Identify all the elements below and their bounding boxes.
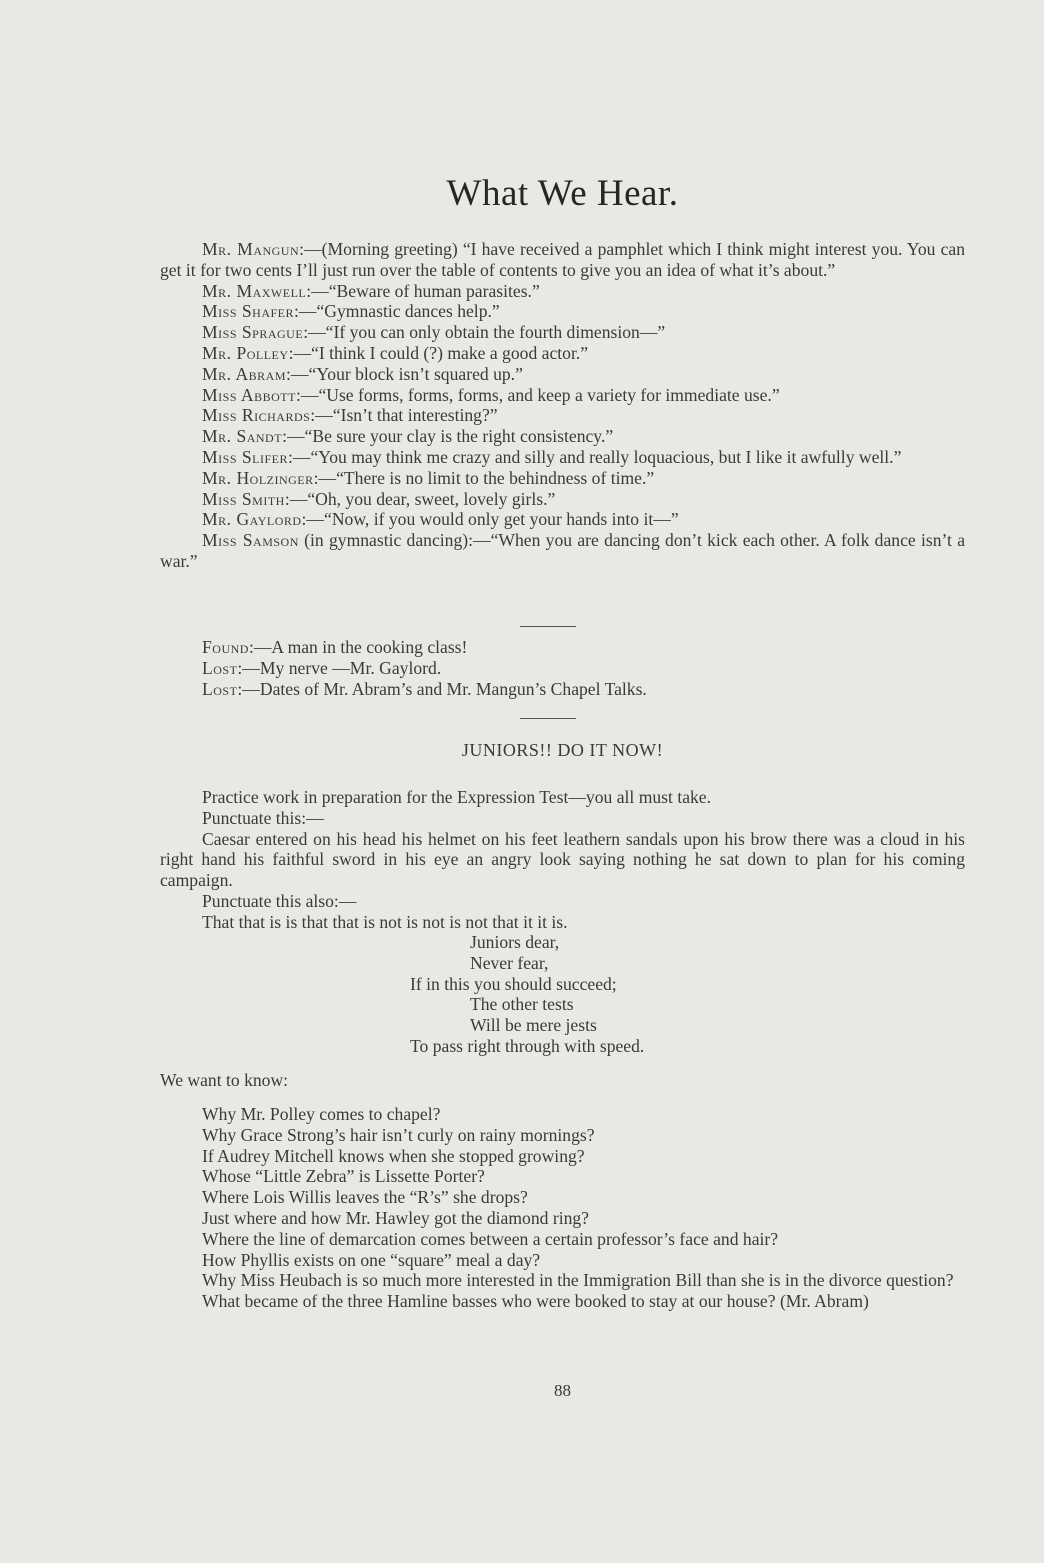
want-to-know-item: If Audrey Mitchell knows when she stopped growing? [202,1145,585,1166]
found-lost-label: Lost [202,678,238,699]
quote-text: :—“Isn’t that interesting?” [310,405,498,426]
quote-speaker: Miss Samson [202,530,299,551]
quote-speaker: Mr. Sandt [202,426,283,447]
quote-paragraph [160,447,965,468]
found-lost-item [160,658,965,679]
quote-paragraph [160,489,965,510]
quote-paragraph [160,301,965,322]
want-to-know-heading-block [160,1070,965,1091]
want-to-know-heading: We want to know: [160,1070,289,1090]
found-lost-item [160,637,965,658]
quote-text: :—(Morning greeting) “I have received a pamphlet which I think might interest you. You can get it for two cents I’ll just run over the table of contents to give you an idea of what it’s about.” [160,239,966,280]
juniors-paragraph: That that is is that that is not is not is not that it it is. [202,911,568,932]
section-divider [520,626,576,627]
quote-paragraph [160,322,965,343]
quote-paragraph [160,364,965,385]
quote-speaker: Miss Shafer [202,301,295,322]
poem-line: To pass right through with speed. [410,1035,645,1056]
want-to-know-section [160,1104,965,1312]
page-title: What We Hear. [446,173,679,214]
quote-text: :—“Be sure your clay is the right consistency.” [282,426,614,447]
poem-line: Will be mere jests [470,1015,597,1036]
quote-speaker: Miss Smith [202,488,285,509]
quote-paragraph [160,385,965,406]
want-to-know-item: What became of the three Hamline basses who were booked to stay at our house? (Mr. Abram) [202,1291,869,1312]
quote-text: :—“You may think me crazy and silly and really loquacious, but I like it awfully well.” [288,446,902,467]
section-divider [520,718,576,719]
quote-paragraph [160,426,965,447]
found-lost-section [160,637,965,699]
quote-paragraph [160,468,965,489]
juniors-section [160,787,965,933]
quote-text: :—“Now, if you would only get your hands into it—” [301,509,679,530]
want-to-know-item: Whose “Little Zebra” is Lissette Porter? [202,1166,485,1187]
found-lost-text: :—A man in the cooking class! [248,637,468,657]
quote-text: :—“There is no limit to the behindness of time.” [313,467,655,488]
quote-speaker: Miss Slifer [202,446,289,467]
quote-speaker: Mr. Mangun [202,239,300,259]
quote-text: :—“I think I could (?) make a good actor.” [288,342,589,363]
want-to-know-item: How Phyllis exists on one “square” meal a day? [202,1249,541,1270]
poem-line: If in this you should succeed; [410,973,617,994]
poem-line: Never fear, [470,952,549,973]
want-to-know-item: Why Mr. Polley comes to chapel? [202,1104,441,1124]
found-lost-label: Lost [202,657,238,678]
poem [410,932,644,1057]
quote-paragraph [160,343,965,364]
quote-speaker: Mr. Abram [202,363,287,384]
quote-speaker: Mr. Holzinger [202,467,314,488]
found-lost-text: :—My nerve —Mr. Gaylord. [237,657,442,678]
quote-speaker: Mr. Gaylord [202,509,302,530]
quote-text: :—“Your block isn’t squared up.” [286,363,523,384]
quote-speaker: Miss Sprague [202,322,304,343]
juniors-paragraph: Punctuate this also:— [202,890,357,911]
poem-line: Juniors dear, [470,932,560,952]
quote-paragraph [160,405,965,426]
quote-text: :—“Use forms, forms, forms, and keep a variety for immediate use.” [295,384,780,405]
quote-text: :—“Gymnastic dances help.” [294,301,500,322]
want-to-know-item: Where Lois Willis leaves the “R’s” she drops? [202,1187,528,1208]
quote-paragraph [160,530,965,572]
poem-line: The other tests [470,994,574,1015]
quote-text: :—“Beware of human parasites.” [306,280,540,301]
want-to-know-item: Just where and how Mr. Hawley got the diamond ring? [202,1207,589,1228]
quote-paragraph [160,281,965,302]
juniors-heading: JUNIORS!! DO IT NOW! [461,740,664,760]
quotes-section [160,239,965,572]
juniors-paragraph: Practice work in preparation for the Expression Test—you all must take. [202,787,712,807]
quote-speaker: Mr. Polley [202,342,289,363]
page-number: 88 [554,1381,571,1400]
want-to-know-item: Why Grace Strong’s hair isn’t curly on rainy mornings? [202,1124,595,1145]
want-to-know-item: Where the line of demarcation comes between a certain professor’s face and hair? [202,1228,779,1249]
quote-speaker: Mr. Maxwell [202,280,307,301]
quote-text: :—“Oh, you dear, sweet, lovely girls.” [284,488,556,509]
quote-text: (in gymnastic dancing):—“When you are dancing don’t kick each other. A folk dance isn’t a war.” [160,530,965,571]
quote-speaker: Miss Abbott [202,384,296,405]
juniors-paragraph: Punctuate this:— [202,807,324,828]
juniors-paragraph: Caesar entered on his head his helmet on his feet leathern sandals upon his brow there was a cloud in his right hand his faithful sword in his eye an angry look saying nothing he sat down to plan for his coming campaign. [160,828,965,891]
quote-speaker: Miss Richards [202,405,311,426]
want-to-know-item: Why Miss Heubach is so much more interested in the Immigration Bill than she is in the divorce question? [202,1270,954,1291]
found-lost-label: Found [202,637,249,657]
found-lost-text: :—Dates of Mr. Abram’s and Mr. Mangun’s Chapel Talks. [237,678,647,699]
found-lost-item [160,679,965,700]
quote-paragraph [160,509,965,530]
quote-paragraph [160,239,965,281]
quote-text: :—“If you can only obtain the fourth dimension—” [303,322,666,343]
